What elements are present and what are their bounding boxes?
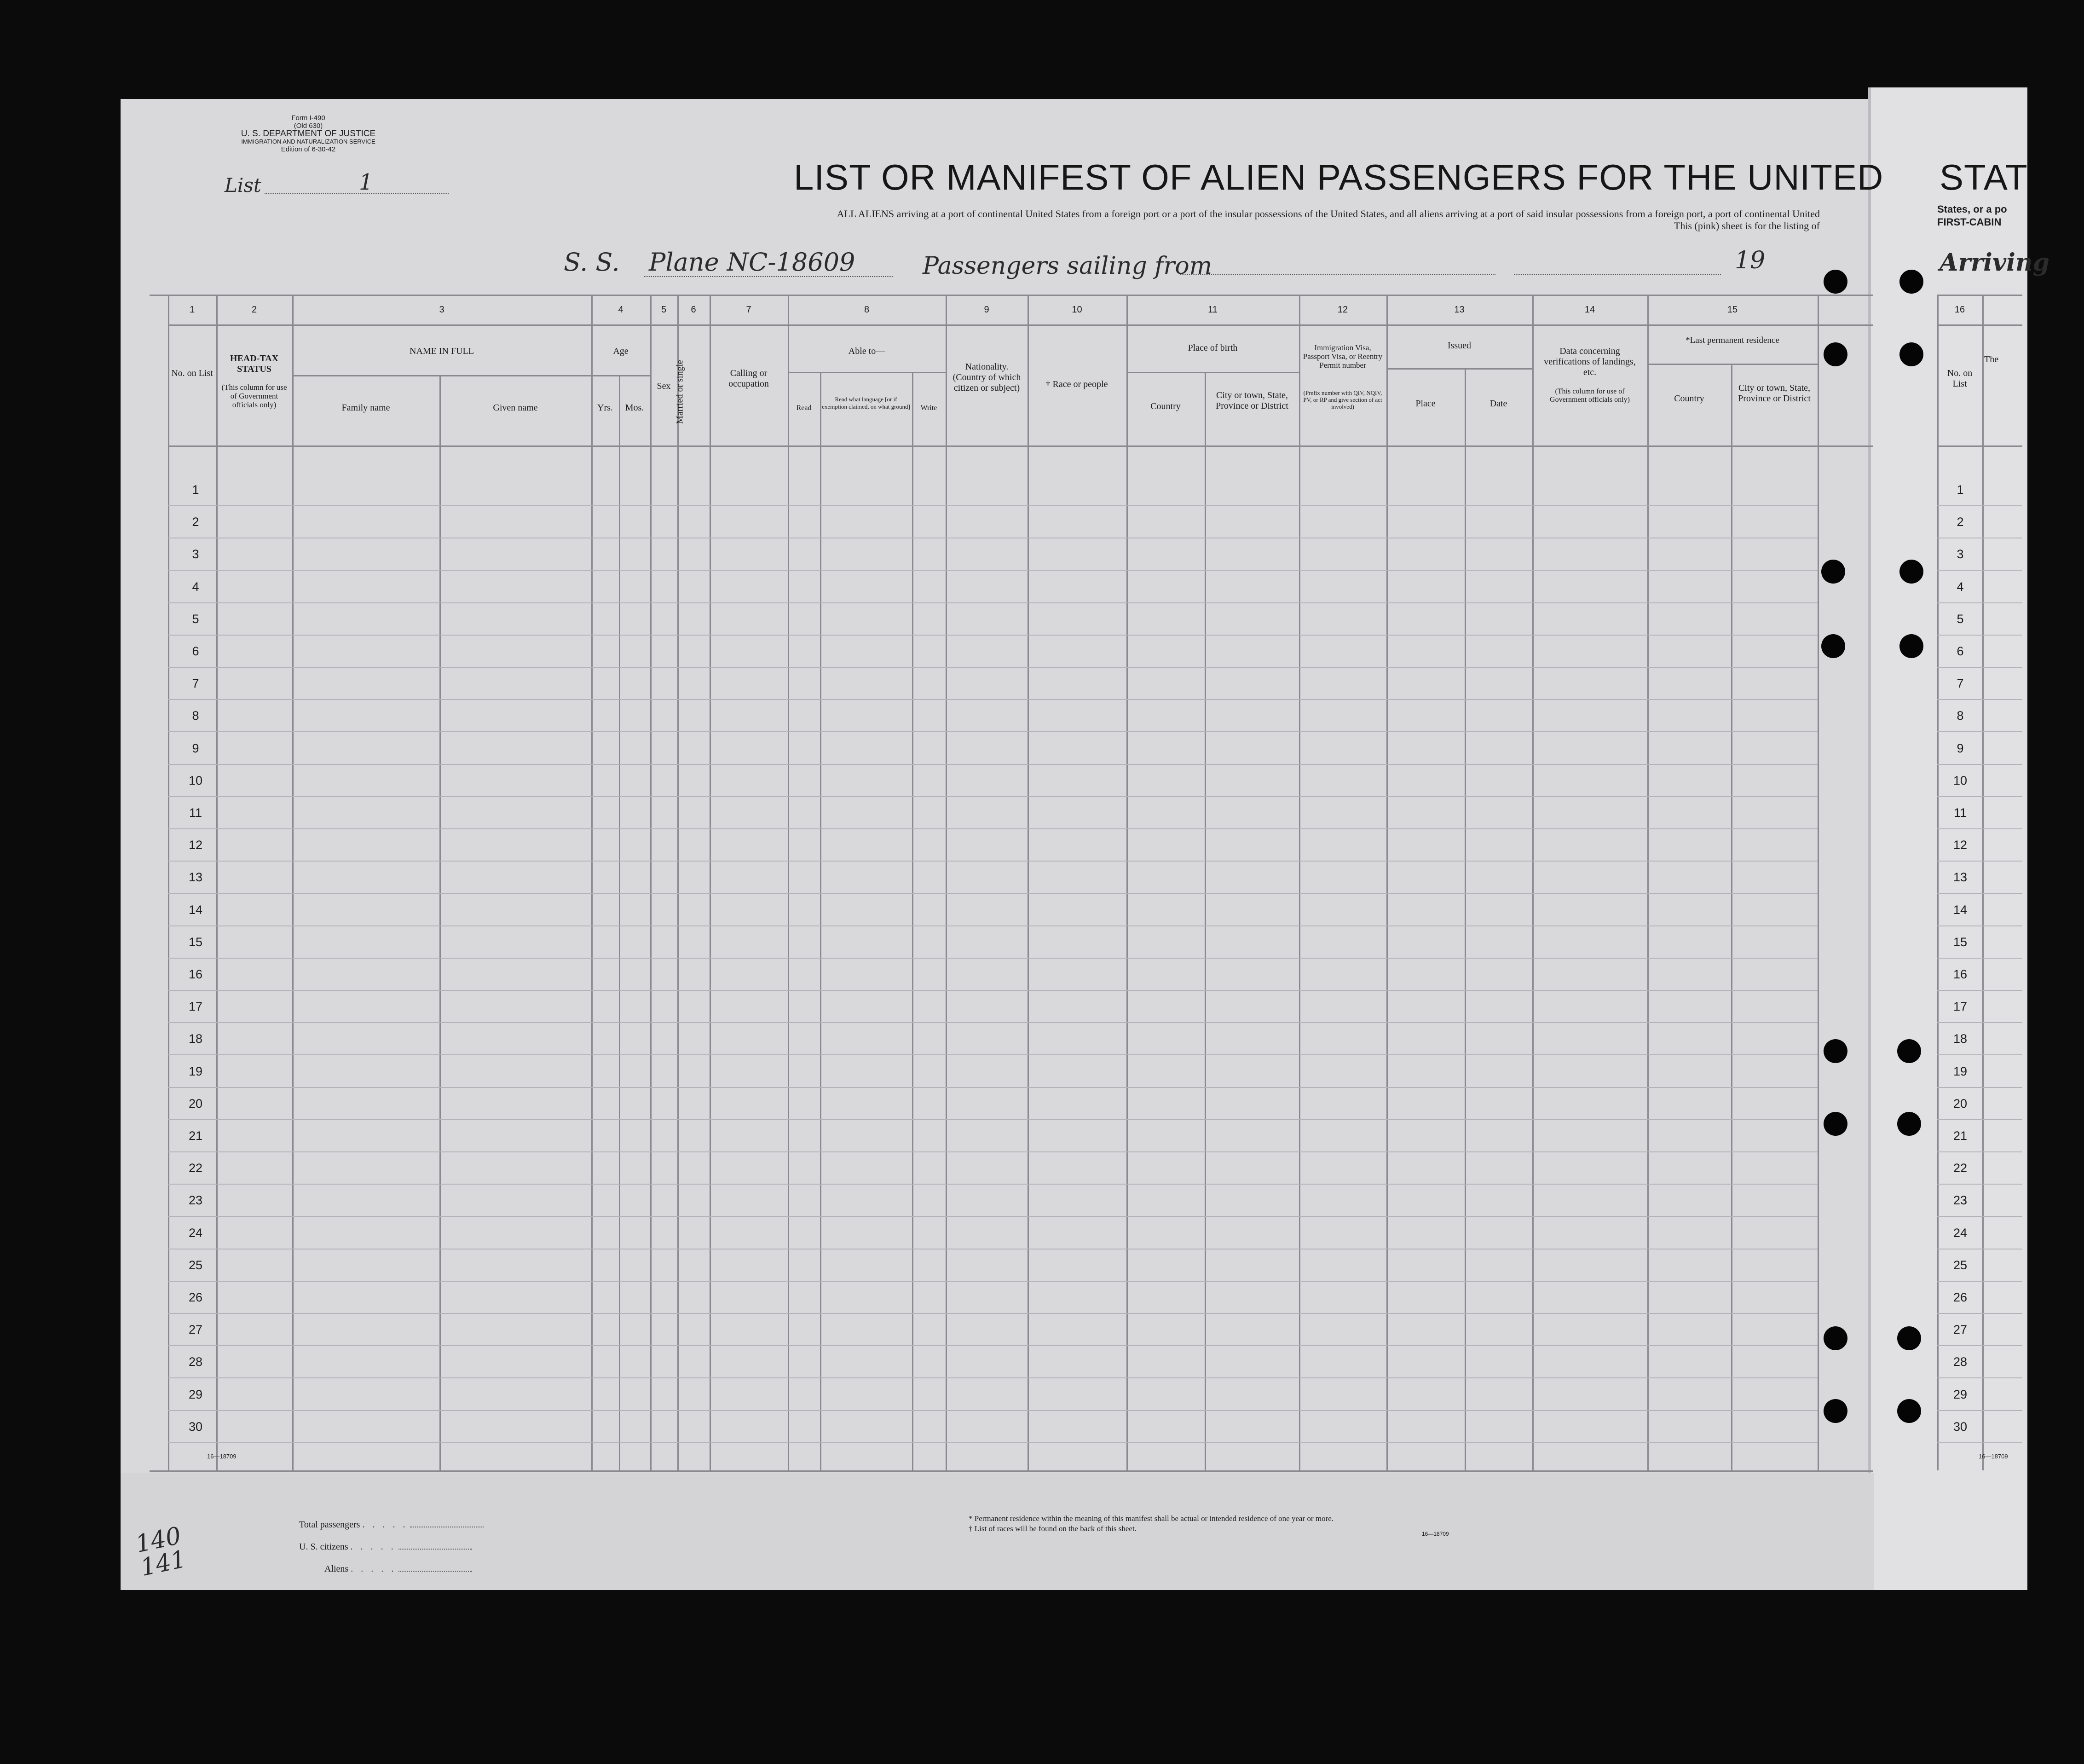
row-rule [1937,1442,2022,1443]
punch-hole [1899,270,1923,294]
col-rule [168,295,169,1470]
row-rule [1937,1216,2022,1217]
row-rule [1937,1281,2022,1282]
row-number: 23 [188,1193,203,1207]
row-number: 27 [188,1323,203,1336]
row-rule [1937,1410,2022,1411]
col-rule [1647,295,1649,1470]
row-rule [168,1442,1818,1443]
header-last-residence: *Last permanent residence [1686,335,1779,345]
punch-hole [1824,1399,1847,1423]
table-top-rule [150,295,1873,296]
header-write: Write [920,404,937,412]
col-rule [1731,364,1732,1470]
right-header-bottom-rule [1937,445,2022,447]
row-rule [168,1087,1818,1088]
row-number: 3 [192,547,199,561]
col-rule [1299,295,1300,1470]
row-rule [1937,570,2022,571]
row-number: 12 [188,838,203,852]
aliens [324,1564,472,1574]
header-race: † Race or people [1045,379,1108,389]
form-header [216,114,400,153]
row-rule [1937,635,2022,636]
row-rule [168,1345,1818,1346]
row-number: 22 [188,1161,203,1175]
col-number: 6 [691,305,696,315]
row-number-right: 9 [1957,741,1964,755]
header-birth-city: City or town, State, Province or District [1216,390,1288,411]
row-number-right: 4 [1957,580,1964,594]
header-sex: Sex [657,381,671,391]
row-rule [168,861,1818,862]
header-issued-date: Date [1489,399,1507,409]
punch-hole [1821,560,1845,584]
row-rule [1937,861,2022,862]
row-rule [168,828,1818,829]
punch-hole [1897,1399,1921,1423]
punch-hole [1899,560,1923,584]
col-rule [1126,295,1128,1470]
col-number: 1 [189,305,195,315]
row-number: 11 [189,806,202,820]
name-subheader-rule [292,375,594,376]
row-number-right: 30 [1953,1420,1968,1434]
row-number-right: 17 [1953,1000,1968,1013]
row-rule [168,1281,1818,1282]
header-visa-note: (Prefix number with QIV, NQIV, PV, or RP and give section of act involved) [1303,389,1382,410]
row-number-right: 5 [1957,612,1964,626]
row-number: 20 [188,1097,203,1110]
row-rule [1937,505,2022,506]
row-number-right: 6 [1957,644,1964,658]
margin-note: 140 141 [133,1521,189,1582]
row-rule [1937,1377,2022,1378]
row-rule [1937,1345,2022,1346]
header-bottom-rule [168,445,1873,447]
col-number: 5 [661,305,667,315]
row-number: 7 [192,677,199,690]
row-rule [168,990,1818,991]
row-rule [168,505,1818,506]
row-number: 25 [188,1258,203,1272]
header-name-in-full: NAME IN FULL [410,346,474,356]
row-number-right: 24 [1953,1226,1968,1240]
row-rule [168,570,1818,571]
row-rule [1937,699,2022,700]
row-number-right: 1 [1957,483,1964,497]
row-rule [1937,990,2022,991]
us-citizens [299,1542,472,1552]
footnote-code: 16—18709 [1422,1531,1449,1537]
row-number: 24 [188,1226,203,1240]
manifest-title: LIST OR MANIFEST OF ALIEN PASSENGERS FOR THE UNITED [794,157,1884,197]
row-number-right: 10 [1953,774,1968,787]
row-rule [168,1184,1818,1185]
row-number-right: 14 [1953,903,1968,917]
row-number-right: 16 [1953,967,1968,981]
header-right-partial: The [1984,354,1999,364]
leader-dots: . . . . . [350,1542,396,1552]
punch-hole [1824,1112,1847,1136]
right-table-top-rule [1937,295,2022,296]
col-rule [788,295,789,1470]
row-rule [1937,828,2022,829]
row-rule [1937,1313,2022,1314]
row-number-right: 12 [1953,838,1968,852]
service-name: IMMIGRATION AND NATURALIZATION SERVICE [241,138,375,145]
row-number: 1 [192,483,199,497]
row-rule [168,1119,1818,1120]
punch-hole [1824,342,1847,366]
row-number-right: 2 [1957,515,1964,529]
punch-hole [1824,1039,1847,1063]
right-column-number-rule [1937,324,2022,326]
row-rule [168,1313,1818,1314]
edition-date: Edition of 6-30-42 [281,145,336,153]
header-given-name: Given name [493,403,538,413]
ship-prefix: S. S. [564,248,620,277]
footnote-residence: * Permanent residence within the meaning of this manifest shall be actual or intended residence of one year or more. [969,1514,1334,1523]
residence-subheader-rule [1647,364,1818,365]
header-married: Married or single [675,360,685,424]
row-rule [1937,731,2022,732]
row-rule [168,1151,1818,1152]
header-data-note: (This column for use of Government officials only) [1550,388,1630,404]
sailing-from-field [1180,274,1495,275]
manifest-sheet [121,99,2021,1590]
col-rule [820,372,821,1470]
col-rule [1937,295,1939,1470]
header-residence-country: Country [1674,393,1704,404]
row-number: 29 [188,1388,203,1401]
col-rule [439,375,441,1470]
row-rule [168,1054,1818,1055]
age-subheader-rule [591,375,651,376]
total-passengers [299,1520,484,1530]
col-rule [650,295,652,1470]
instructions-line-1: ALL ALIENS arriving at a port of continental United States from a foreign port or a port of the insular possessions of the United States, and all aliens arriving at a port of said insular possessions from a foreign port, a port of continental United [837,208,1820,220]
row-number-right: 27 [1953,1323,1968,1336]
manifest-title-continuation: STAT [1940,157,2028,197]
col-number: 15 [1727,305,1738,315]
row-rule [168,958,1818,959]
header-nationality: Nationality. (Country of which citizen or subject) [953,362,1021,393]
row-number-right: 29 [1953,1388,1968,1401]
header-head-tax-note: (This column for use of Government officials only) [221,383,287,409]
ship-name: Plane NC-18609 [649,248,855,277]
row-number-right: 8 [1957,709,1964,723]
column-number-rule [168,324,1873,326]
row-rule [168,1377,1818,1378]
col-rule [1205,372,1206,1470]
list-number: 1 [359,169,373,195]
col-number: 14 [1584,305,1595,315]
header-age: Age [613,346,629,356]
col-rule [677,295,679,1470]
row-rule [168,1022,1818,1023]
punch-hole [1821,634,1845,658]
row-rule [1937,667,2022,668]
header-yrs: Yrs. [597,403,613,413]
punch-hole [1897,1039,1921,1063]
header-calling: Calling or occupation [728,368,769,389]
row-rule [168,893,1818,894]
row-number: 8 [192,709,199,723]
row-number: 2 [192,515,199,529]
right-instructions-line-2: FIRST-CABIN [1937,216,2002,228]
row-rule [168,796,1818,797]
row-number: 5 [192,612,199,626]
punch-hole [1899,634,1923,658]
row-rule [1937,1119,2022,1120]
sailing-date-field [1514,274,1721,275]
col-number: 12 [1337,305,1348,315]
row-rule [1937,1022,2022,1023]
col-rule [1532,295,1534,1470]
col-rule [292,295,294,1470]
able-subheader-rule [789,372,946,373]
row-number-right: 13 [1953,870,1968,884]
header-mos: Mos. [625,403,644,413]
row-number: 14 [188,903,203,917]
col-rule [1028,295,1029,1470]
form-number: Form I-490 [291,114,325,122]
list-number-line [265,193,449,194]
instructions-line-2: This (pink) sheet is for the listing of [1674,220,1820,231]
us-citizens-label: U. S. citizens [299,1542,348,1552]
row-number: 6 [192,644,199,658]
punch-hole [1824,270,1847,294]
row-rule [168,699,1818,700]
department-name: U. S. DEPARTMENT OF JUSTICE [241,129,376,139]
row-number: 13 [188,870,203,884]
row-number: 18 [188,1032,203,1046]
header-issued-place: Place [1415,399,1436,409]
col-rule [1386,295,1388,1470]
header-data-concerning: Data concerning verifications of landings, etc. [1544,346,1636,377]
issued-subheader-rule [1387,368,1532,370]
col-rule [710,295,711,1470]
col-number: 13 [1454,305,1465,315]
row-number: 15 [188,935,203,949]
print-code: 16—18709 [207,1453,237,1460]
col-number: 7 [746,305,751,315]
aliens-label: Aliens [324,1564,349,1574]
print-code-right: 16—18709 [1979,1453,2008,1460]
header-read: Read [796,404,812,412]
old-form-number: (Old 630) [294,122,323,130]
row-number: 4 [192,580,199,594]
header-read-language: Read what language [or if exemption claimed, on what ground] [822,396,910,410]
header-place-of-birth: Place of birth [1188,343,1238,353]
row-number-right: 3 [1957,547,1964,561]
row-number-right: 21 [1953,1129,1968,1143]
row-rule [168,667,1818,668]
header-residence-city: City or town, State, Province or District [1738,383,1811,404]
row-number: 26 [188,1290,203,1304]
row-rule [168,1410,1818,1411]
col-number: 11 [1208,305,1218,315]
col-number: 9 [984,305,989,315]
row-number: 21 [188,1129,203,1143]
col-rule [216,295,218,1470]
row-number-right: 20 [1953,1097,1968,1110]
header-visa: Immigration Visa, Passport Visa, or Reentry Permit number [1303,343,1383,370]
list-label: List [225,174,261,197]
row-number-right: 11 [1953,806,1967,820]
punch-hole [1899,342,1923,366]
row-rule [1937,602,2022,603]
leader-dots: . . . . . [362,1520,408,1530]
col-number: 8 [864,305,870,315]
total-passengers-label: Total passengers [299,1520,360,1530]
table-bottom-rule [150,1470,1873,1472]
aliens-field [398,1571,472,1572]
col-rule [1982,295,1984,1470]
row-number-right: 22 [1953,1161,1968,1175]
col-number: 10 [1072,305,1082,315]
header-birth-country: Country [1150,401,1181,411]
row-number-right: 28 [1953,1355,1968,1369]
punch-hole [1897,1326,1921,1350]
row-number-right: 15 [1953,935,1968,949]
header-able-to: Able to— [848,346,885,356]
row-rule [1937,796,2022,797]
row-rule [1937,893,2022,894]
header-family-name: Family name [341,403,390,413]
col-rule [912,372,913,1470]
punch-hole [1897,1112,1921,1136]
row-number: 19 [188,1064,203,1078]
ship-name-line [644,276,893,277]
year-prefix: 19 [1735,247,1766,274]
right-instructions-line-1: States, or a po [1937,203,2007,215]
row-number-right: 7 [1957,677,1964,690]
col-rule [1465,368,1466,1470]
col-rule [619,375,620,1470]
arriving-label: Arriving [1940,249,2050,277]
row-number: 16 [188,967,203,981]
header-issued: Issued [1447,341,1472,351]
footnote-races: † List of races will be found on the back of this sheet. [969,1524,1137,1533]
row-number: 17 [188,1000,203,1013]
row-number-right: 23 [1953,1193,1968,1207]
header-no-on-list: No. on List [171,368,213,378]
row-rule [1937,1151,2022,1152]
us-citizens-field [398,1549,472,1550]
row-rule [168,602,1818,603]
row-rule [1937,764,2022,765]
col-number: 2 [251,305,257,315]
row-number-right: 18 [1953,1032,1968,1046]
row-rule [168,925,1818,926]
row-rule [1937,1054,2022,1055]
sailing-label: Passengers sailing from [923,252,1212,280]
leader-dots: . . . . . [351,1564,397,1574]
row-rule [168,1216,1818,1217]
punch-hole [1824,1326,1847,1350]
row-number: 28 [188,1355,203,1369]
row-number-right: 26 [1953,1290,1968,1304]
row-number-right: 19 [1953,1064,1968,1078]
header-head-tax: HEAD-TAX STATUS [230,353,279,374]
row-rule [1937,925,2022,926]
row-rule [168,635,1818,636]
row-number: 30 [188,1420,203,1434]
col-rule [946,295,947,1470]
birth-subheader-rule [1127,372,1300,373]
header-no-on-list-right: No. on List [1947,368,1973,389]
row-number: 9 [192,741,199,755]
col-rule [591,295,593,1470]
col-number: 3 [439,305,445,315]
col-rule [1818,295,1819,1470]
row-rule [1937,1087,2022,1088]
col-number: 16 [1954,305,1965,315]
row-rule [1937,1184,2022,1185]
row-number: 10 [188,774,203,787]
row-number-right: 25 [1953,1258,1968,1272]
row-rule [168,731,1818,732]
col-number: 4 [618,305,623,315]
row-rule [1937,958,2022,959]
row-rule [168,764,1818,765]
